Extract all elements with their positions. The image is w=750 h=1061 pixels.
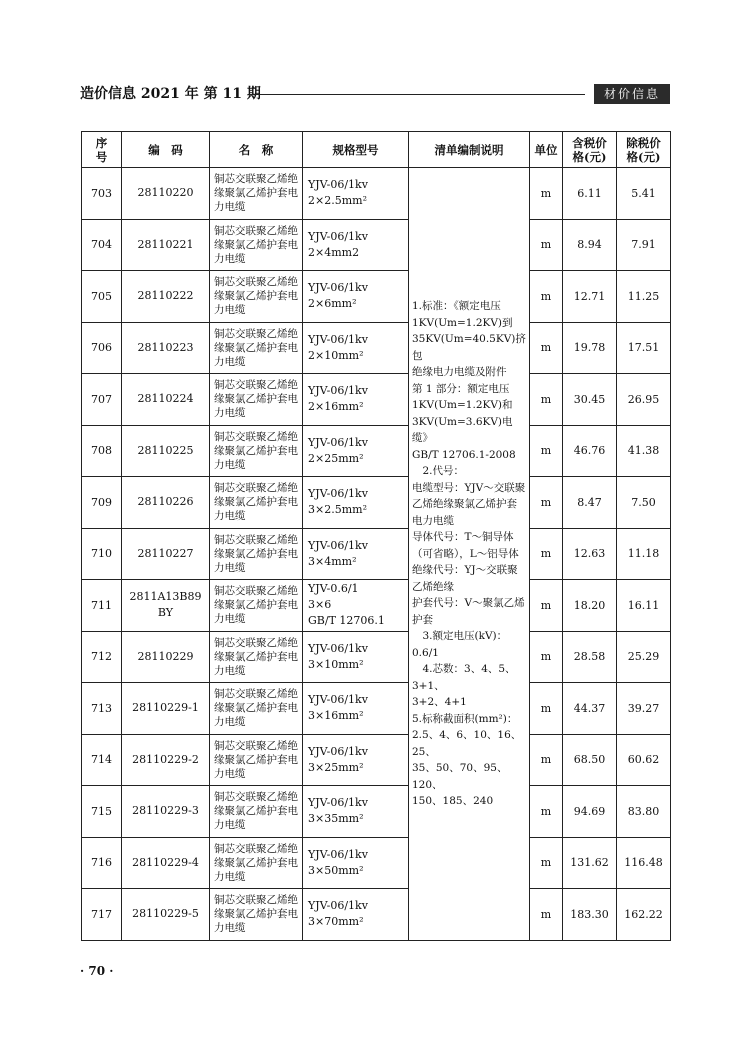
cell-price-tax: 46.76 [563,425,617,477]
cell-no: 709 [82,477,122,529]
cell-price-notax: 5.41 [617,168,671,220]
col-header-price-notax: 除税价 格(元) [617,132,671,168]
cell-no: 713 [82,683,122,735]
col-header-code: 编 码 [122,132,210,168]
table-row [82,425,671,477]
cell-unit: m [530,168,563,220]
table-row [82,580,671,632]
cell-no: 712 [82,631,122,683]
table-row [82,631,671,683]
cell-code: 28110226 [122,477,210,529]
cell-price-tax: 8.94 [563,219,617,271]
cell-spec: YJV-06/1kv 2×2.5mm² [303,168,409,220]
cell-code: 28110225 [122,425,210,477]
table-row [82,477,671,529]
cell-unit: m [530,477,563,529]
cell-price-notax: 60.62 [617,734,671,786]
cell-price-tax: 28.58 [563,631,617,683]
price-table [81,131,671,941]
table-row [82,734,671,786]
cell-price-tax: 12.63 [563,528,617,580]
cell-unit: m [530,580,563,632]
cell-spec: YJV-06/1kv 2×6mm² [303,271,409,323]
page-header [80,84,670,106]
cell-price-tax: 8.47 [563,477,617,529]
cell-unit: m [530,683,563,735]
cell-spec: YJV-06/1kv 3×50mm² [303,837,409,889]
cell-code: 28110223 [122,322,210,374]
cell-price-tax: 131.62 [563,837,617,889]
col-header-no: 序 号 [82,132,122,168]
table-row [82,322,671,374]
cell-spec: YJV-06/1kv 2×16mm² [303,374,409,426]
cell-code: 28110222 [122,271,210,323]
cell-code: 28110229-5 [122,889,210,941]
cell-no: 703 [82,168,122,220]
cell-price-notax: 162.22 [617,889,671,941]
cell-spec: YJV-06/1kv 3×10mm² [303,631,409,683]
cell-unit: m [530,322,563,374]
header-rule [248,94,585,95]
cell-code: 28110229 [122,631,210,683]
cell-spec: YJV-06/1kv 3×4mm² [303,528,409,580]
col-header-price-tax: 含税价 格(元) [563,132,617,168]
col-header-spec: 规格型号 [303,132,409,168]
cell-spec: YJV-06/1kv 3×25mm² [303,734,409,786]
cell-unit: m [530,425,563,477]
col-header-name: 名 称 [210,132,303,168]
cell-price-tax: 19.78 [563,322,617,374]
cell-unit: m [530,786,563,838]
cell-price-tax: 94.69 [563,786,617,838]
cell-price-tax: 12.71 [563,271,617,323]
cell-price-tax: 44.37 [563,683,617,735]
page-number: · 70 · [80,964,114,978]
cell-price-notax: 39.27 [617,683,671,735]
cell-name: 铜芯交联聚乙烯绝缘聚氯乙烯护套电力电缆 [210,477,303,529]
cell-spec: YJV-06/1kv 3×16mm² [303,683,409,735]
col-header-unit: 单位 [530,132,563,168]
cell-no: 706 [82,322,122,374]
cell-name: 铜芯交联聚乙烯绝缘聚氯乙烯护套电力电缆 [210,322,303,374]
cell-unit: m [530,837,563,889]
cell-name: 铜芯交联聚乙烯绝缘聚氯乙烯护套电力电缆 [210,889,303,941]
cell-spec: YJV-06/1kv 3×70mm² [303,889,409,941]
cell-code: 28110220 [122,168,210,220]
cell-unit: m [530,271,563,323]
cell-code: 28110224 [122,374,210,426]
cell-unit: m [530,528,563,580]
cell-price-notax: 41.38 [617,425,671,477]
table-row [82,374,671,426]
cell-name: 铜芯交联聚乙烯绝缘聚氯乙烯护套电力电缆 [210,786,303,838]
cell-name: 铜芯交联聚乙烯绝缘聚氯乙烯护套电力电缆 [210,683,303,735]
table-row [82,271,671,323]
cell-spec: YJV-0.6/1 3×6 GB/T 12706.1 [303,580,409,632]
cell-name: 铜芯交联聚乙烯绝缘聚氯乙烯护套电力电缆 [210,528,303,580]
cell-price-notax: 26.95 [617,374,671,426]
table-body [82,168,671,941]
cell-name: 铜芯交联聚乙烯绝缘聚氯乙烯护套电力电缆 [210,631,303,683]
cell-no: 714 [82,734,122,786]
cell-price-notax: 7.50 [617,477,671,529]
cell-no: 704 [82,219,122,271]
cell-code: 2811A13B89 BY [122,580,210,632]
cell-code: 28110229-1 [122,683,210,735]
cell-no: 715 [82,786,122,838]
cell-no: 705 [82,271,122,323]
cell-price-tax: 30.45 [563,374,617,426]
cell-no: 711 [82,580,122,632]
cell-no: 708 [82,425,122,477]
cell-name: 铜芯交联聚乙烯绝缘聚氯乙烯护套电力电缆 [210,374,303,426]
cell-spec: YJV-06/1kv 2×25mm² [303,425,409,477]
cell-unit: m [530,734,563,786]
cell-spec: YJV-06/1kv 2×4mm2 [303,219,409,271]
cell-price-notax: 116.48 [617,837,671,889]
cell-name: 铜芯交联聚乙烯绝缘聚氯乙烯护套电力电缆 [210,168,303,220]
cell-spec: YJV-06/1kv 3×2.5mm² [303,477,409,529]
cell-list-note: 1.标准：《额定电压 1KV(Um=1.2KV)到 35KV(Um=40.5KV)挤包 绝缘电力电缆及附件 第 1 部分：额定电压 1KV(Um=1.2KV)和 3KV(Um=3.6KV)电缆》 GB/T 12706.1-2008 2.代号： 电缆型号：YJV～交联聚 乙烯绝缘聚氯乙烯护套 电力电缆 导体代号：T～铜导体 （可省略），L～铝导体 绝缘代号：YJ～交联聚 乙烯绝缘 护套代号：V～聚氯乙烯 护套 3.额定电压(kV)：0.6/1 4.芯数：3、4、5、3+1、 3+2、4+1 5.标称截面积(mm²)： 2.5、4、6、10、16、25、 35、50、70、95、120、 150、185、240 [409,168,530,941]
cell-price-tax: 183.30 [563,889,617,941]
cell-unit: m [530,219,563,271]
table-row [82,683,671,735]
cell-code: 28110229-4 [122,837,210,889]
cell-code: 28110229-2 [122,734,210,786]
publication-title: 造价信息 2021 年 第 11 期 [80,86,261,102]
table-header-row [82,132,671,168]
cell-price-tax: 18.20 [563,580,617,632]
cell-name: 铜芯交联聚乙烯绝缘聚氯乙烯护套电力电缆 [210,271,303,323]
cell-price-notax: 25.29 [617,631,671,683]
table-row [82,219,671,271]
cell-price-tax: 6.11 [563,168,617,220]
cell-no: 710 [82,528,122,580]
col-header-note: 清单编制说明 [409,132,530,168]
cell-code: 28110227 [122,528,210,580]
cell-unit: m [530,631,563,683]
cell-price-tax: 68.50 [563,734,617,786]
cell-code: 28110229-3 [122,786,210,838]
cell-price-notax: 11.25 [617,271,671,323]
cell-unit: m [530,889,563,941]
cell-name: 铜芯交联聚乙烯绝缘聚氯乙烯护套电力电缆 [210,219,303,271]
cell-no: 716 [82,837,122,889]
cell-no: 717 [82,889,122,941]
cell-code: 28110221 [122,219,210,271]
cell-price-notax: 17.51 [617,322,671,374]
cell-price-notax: 7.91 [617,219,671,271]
table-row [82,837,671,889]
cell-spec: YJV-06/1kv 2×10mm² [303,322,409,374]
cell-name: 铜芯交联聚乙烯绝缘聚氯乙烯护套电力电缆 [210,425,303,477]
cell-no: 707 [82,374,122,426]
table-row [82,786,671,838]
cell-unit: m [530,374,563,426]
cell-price-notax: 11.18 [617,528,671,580]
cell-name: 铜芯交联聚乙烯绝缘聚氯乙烯护套电力电缆 [210,837,303,889]
table-row [82,889,671,941]
section-badge: 材价信息 [594,84,670,104]
cell-spec: YJV-06/1kv 3×35mm² [303,786,409,838]
cell-name: 铜芯交联聚乙烯绝缘聚氯乙烯护套电力电缆 [210,580,303,632]
cell-name: 铜芯交联聚乙烯绝缘聚氯乙烯护套电力电缆 [210,734,303,786]
table-row [82,168,671,220]
cell-price-notax: 83.80 [617,786,671,838]
table-row [82,528,671,580]
cell-price-notax: 16.11 [617,580,671,632]
